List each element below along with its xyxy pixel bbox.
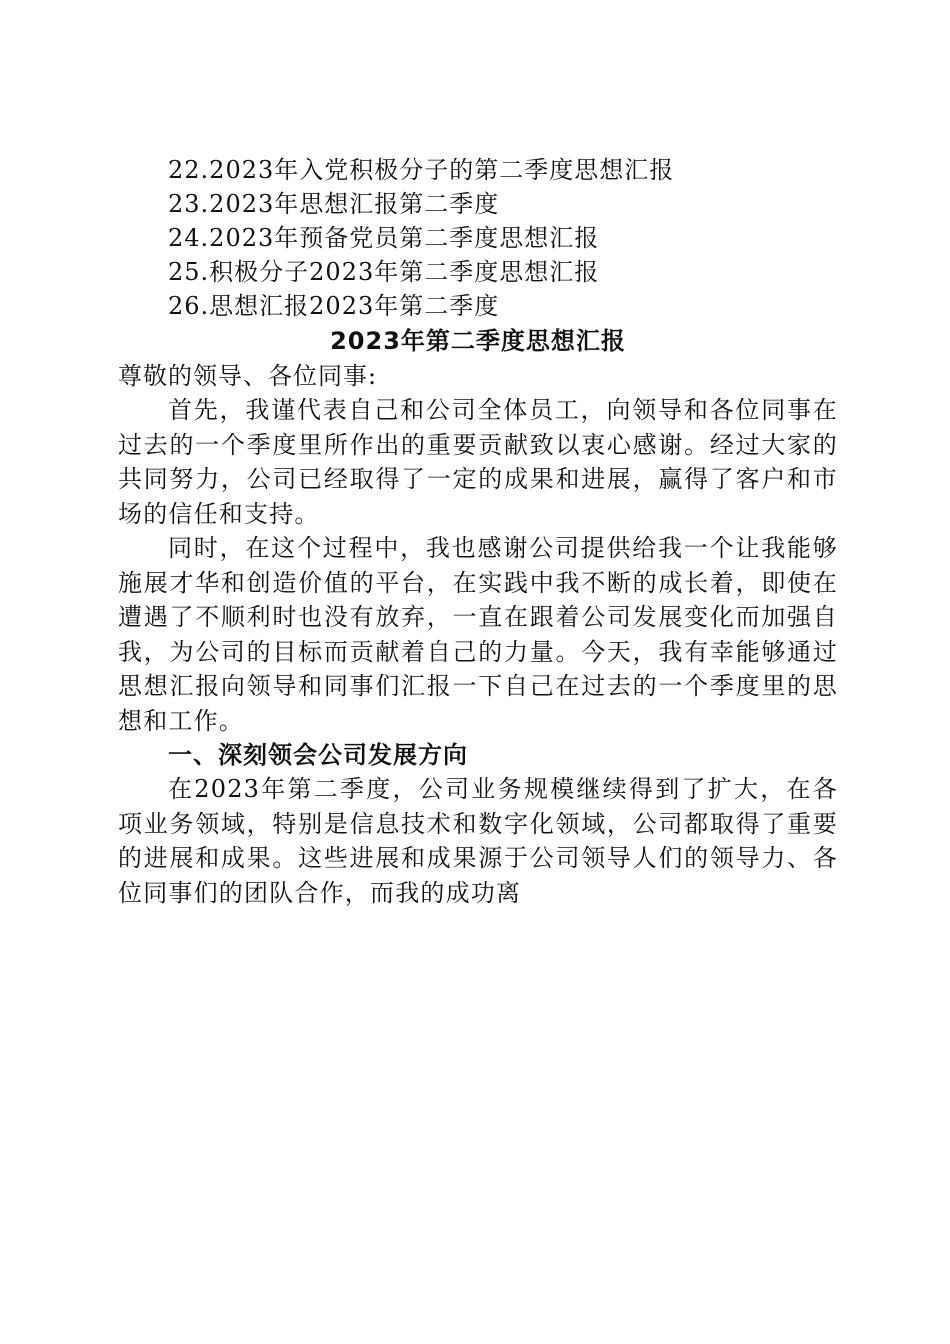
document-title: 2023年第二季度思想汇报 [330, 327, 626, 355]
paragraph-growth: 同时，在这个过程中，我也感谢公司提供给我一个让我能够施展才华和创造价值的平台，在实践中我不断的成长着，即使在遭遇了不顺利时也没有放弃，一直在跟着公司发展变化而加强自我，为公司的目标而贡献着自己的力量。今天，我有幸能够通过思想汇报向领导和同事们汇报一下自己在过去的一个季度里的思想和工作。 [118, 534, 838, 735]
toc-item-23: 23.2023年思想汇报第二季度 [168, 190, 500, 218]
toc-item-26: 26.思想汇报2023年第二季度 [168, 292, 500, 320]
section-heading-1: 一、深刻领会公司发展方向 [168, 741, 468, 769]
paragraph-thanks: 首先，我谨代表自己和公司全体员工，向领导和各位同事在过去的一个季度里所作出的重要贡献致以衷心感谢。经过大家的共同努力，公司已经取得了一定的成果和进展，赢得了客户和市场的信任和支持。 [118, 396, 838, 528]
document-content [118, 153, 838, 910]
greeting: 尊敬的领导、各位同事: [118, 362, 378, 390]
toc-item-25: 25.积极分子2023年第二季度思想汇报 [168, 258, 600, 286]
paragraph-section-1: 在2023年第二季度，公司业务规模继续得到了扩大，在各项业务领域，特别是信息技术和数字化领域，公司都取得了重要的进展和成果。这些进展和成果源于公司领导人们的领导力、各位同事们的团队合作，而我的成功离 [118, 775, 838, 907]
toc-item-22: 22.2023年入党积极分子的第二季度思想汇报 [168, 156, 675, 184]
toc-item-24: 24.2023年预备党员第二季度思想汇报 [168, 224, 600, 252]
toc-list [118, 153, 838, 323]
